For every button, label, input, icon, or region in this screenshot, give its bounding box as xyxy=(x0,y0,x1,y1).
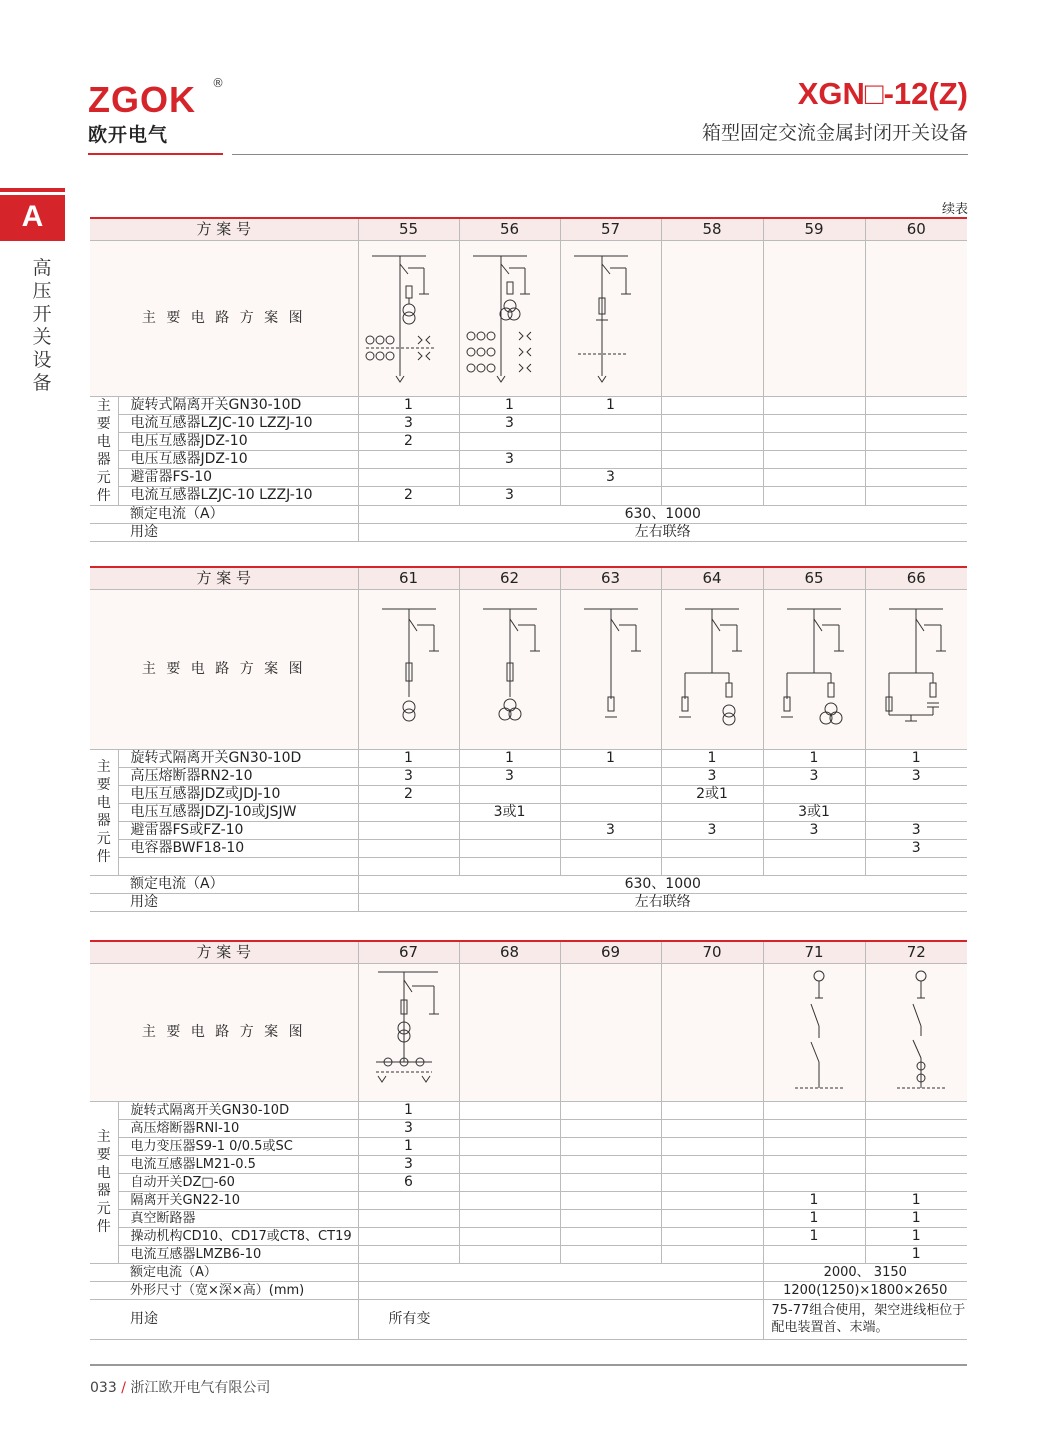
cell xyxy=(560,1101,661,1119)
cell: 1 xyxy=(459,749,560,767)
cell xyxy=(661,803,763,821)
table-row xyxy=(90,1155,967,1173)
cell: 1 xyxy=(459,396,560,414)
cell: 3 xyxy=(459,487,560,505)
cell xyxy=(661,1173,763,1191)
cell xyxy=(560,1173,661,1191)
cell xyxy=(865,1101,967,1119)
component-name: 隔离开关GN22-10 xyxy=(118,1191,358,1209)
scheme-header-row xyxy=(90,941,967,963)
cell xyxy=(560,785,661,803)
cell: 1 xyxy=(358,396,459,414)
scheme-number: 64 xyxy=(661,567,763,589)
cell xyxy=(459,1173,560,1191)
table-row xyxy=(90,487,967,505)
cell xyxy=(661,1191,763,1209)
cell: 1 xyxy=(560,749,661,767)
cell xyxy=(865,396,967,414)
rated-current-label: 额定电流（A） xyxy=(90,1263,358,1281)
cell xyxy=(560,839,661,857)
cell: 6 xyxy=(358,1173,459,1191)
diagram-55 xyxy=(358,240,459,396)
cell xyxy=(865,487,967,505)
cell xyxy=(459,1227,560,1245)
cell: 1 xyxy=(865,749,967,767)
table-row xyxy=(90,396,967,414)
cell xyxy=(459,432,560,450)
footer xyxy=(90,1377,270,1397)
scheme-number: 70 xyxy=(661,941,763,963)
cell xyxy=(865,432,967,450)
table-row xyxy=(90,785,967,803)
cell xyxy=(661,487,763,505)
footer-separator: / xyxy=(121,1380,126,1396)
category-label: 主 要 电 器 元 件 xyxy=(90,749,118,875)
cell: 1 xyxy=(763,1227,865,1245)
scheme-number: 71 xyxy=(763,941,865,963)
cell xyxy=(560,1209,661,1227)
cell xyxy=(560,1137,661,1155)
table-row xyxy=(90,450,967,468)
diagram-71 xyxy=(763,963,865,1101)
component-name: 旋转式隔离开关GN30-10D xyxy=(118,396,358,414)
usage-value-right: 75-77组合使用，架空进线柜位于配电装置首、末端。 xyxy=(763,1299,967,1339)
category-label: 主 要 电 器 元 件 xyxy=(90,1101,118,1263)
table-row xyxy=(90,1173,967,1191)
cell: 1 xyxy=(763,1209,865,1227)
cell: 1 xyxy=(560,396,661,414)
circuit-diagram-71 xyxy=(769,966,859,1098)
component-name: 旋转式隔离开关GN30-10D xyxy=(118,749,358,767)
cell: 3 xyxy=(459,767,560,785)
cell xyxy=(560,767,661,785)
cell xyxy=(560,803,661,821)
cell: 1 xyxy=(358,1137,459,1155)
table-row xyxy=(90,767,967,785)
component-name: 电流互感器LMZB6-10 xyxy=(118,1245,358,1263)
cell xyxy=(865,1137,967,1155)
cell xyxy=(661,432,763,450)
component-name: 电压互感器JDZJ-10或JSJW xyxy=(118,803,358,821)
cell: 3或1 xyxy=(763,803,865,821)
cell: 2或1 xyxy=(661,785,763,803)
cell xyxy=(865,803,967,821)
cell xyxy=(560,1119,661,1137)
cell: 3 xyxy=(358,767,459,785)
scheme-number: 67 xyxy=(358,941,459,963)
cell: 1 xyxy=(865,1227,967,1245)
cell: 3 xyxy=(358,1155,459,1173)
component-name: 操动机构CD10、CD17或CT8、CT19 xyxy=(118,1227,358,1245)
component-name: 电流互感器LM21-0.5 xyxy=(118,1155,358,1173)
cell xyxy=(661,396,763,414)
cell xyxy=(459,839,560,857)
cell xyxy=(459,821,560,839)
cell xyxy=(358,1227,459,1245)
cell xyxy=(459,1137,560,1155)
diagram-70-empty xyxy=(661,963,763,1101)
cell: 3 xyxy=(358,1119,459,1137)
scheme-number: 65 xyxy=(763,567,865,589)
cell xyxy=(763,414,865,432)
diagram-62 xyxy=(459,589,560,749)
cell: 3 xyxy=(560,821,661,839)
cell xyxy=(459,469,560,487)
scheme-number: 60 xyxy=(865,218,967,240)
circuit-diagram-56 xyxy=(465,248,555,388)
cell xyxy=(459,1155,560,1173)
cell xyxy=(560,414,661,432)
component-name: 电流互感器LZJC-10 LZZJ-10 xyxy=(118,487,358,505)
diagram-65 xyxy=(763,589,865,749)
cell: 3 xyxy=(459,450,560,468)
diagram-61 xyxy=(358,589,459,749)
cell xyxy=(865,1155,967,1173)
table-row xyxy=(90,469,967,487)
scheme-number: 68 xyxy=(459,941,560,963)
table-row xyxy=(90,821,967,839)
table-row xyxy=(90,432,967,450)
cell xyxy=(358,1191,459,1209)
table-row xyxy=(90,1191,967,1209)
scheme-number: 56 xyxy=(459,218,560,240)
cell xyxy=(661,1137,763,1155)
scheme-header-row xyxy=(90,567,967,589)
cell xyxy=(459,1101,560,1119)
cell xyxy=(865,785,967,803)
header-rule xyxy=(232,154,968,155)
cell xyxy=(763,1101,865,1119)
cell xyxy=(661,839,763,857)
cell xyxy=(459,785,560,803)
component-name: 旋转式隔离开关GN30-10D xyxy=(118,1101,358,1119)
scheme-number: 58 xyxy=(661,218,763,240)
cell xyxy=(661,450,763,468)
cell xyxy=(661,1155,763,1173)
cell: 2 xyxy=(358,785,459,803)
brand-logo xyxy=(88,76,224,147)
dimensions-value: 1200(1250)×1800×2650 xyxy=(763,1281,967,1299)
component-name: 电压互感器JDZ或JDJ-10 xyxy=(118,785,358,803)
company-name: 浙江欧开电气有限公司 xyxy=(130,1380,271,1396)
usage-value: 左右联络 xyxy=(358,893,967,911)
circuit-diagram-65 xyxy=(769,599,859,739)
cell: 1 xyxy=(865,1191,967,1209)
cell xyxy=(358,821,459,839)
table-row xyxy=(90,803,967,821)
rated-current-label: 额定电流（A） xyxy=(90,875,358,893)
cell: 3 xyxy=(763,821,865,839)
cell xyxy=(763,839,865,857)
cell xyxy=(661,1227,763,1245)
cell xyxy=(763,469,865,487)
usage-label: 用途 xyxy=(90,893,358,911)
cell xyxy=(358,839,459,857)
scheme-table-1 xyxy=(90,217,967,542)
cell xyxy=(358,469,459,487)
diagram-row xyxy=(90,963,967,1101)
usage-value-left: 所有变 xyxy=(358,1299,763,1339)
cell xyxy=(661,1209,763,1227)
cell xyxy=(459,1119,560,1137)
cell xyxy=(661,469,763,487)
rated-current-row xyxy=(90,505,967,523)
cell xyxy=(560,487,661,505)
cell: 3 xyxy=(865,839,967,857)
cell xyxy=(865,1119,967,1137)
cell xyxy=(661,1119,763,1137)
diagram-56 xyxy=(459,240,560,396)
cell: 3 xyxy=(865,767,967,785)
diagram-72 xyxy=(865,963,967,1101)
cell: 1 xyxy=(865,1209,967,1227)
rated-current-label: 额定电流（A） xyxy=(90,505,358,523)
component-name: 真空断路器 xyxy=(118,1209,358,1227)
component-name: 电力变压器S9-1 0/0.5或SC xyxy=(118,1137,358,1155)
circuit-diagram-72 xyxy=(871,966,961,1098)
product-model: XGN□-12(Z) xyxy=(797,76,968,111)
cell xyxy=(459,1209,560,1227)
scheme-header-row xyxy=(90,218,967,240)
section-label: 高压开关设备 xyxy=(32,257,52,394)
table-row xyxy=(90,414,967,432)
rated-current-value: 630、1000 xyxy=(358,875,967,893)
cell: 3或1 xyxy=(459,803,560,821)
component-name: 避雷器FS或FZ-10 xyxy=(118,821,358,839)
diagram-label: 主 要 电 路 方 案 图 xyxy=(90,963,358,1101)
component-name: 电流互感器LZJC-10 LZZJ-10 xyxy=(118,414,358,432)
diagram-64 xyxy=(661,589,763,749)
cell xyxy=(560,450,661,468)
page-number: 033 xyxy=(90,1380,117,1396)
component-name: 避雷器FS-10 xyxy=(118,469,358,487)
component-name: 高压熔断器RNI-10 xyxy=(118,1119,358,1137)
circuit-diagram-63 xyxy=(566,599,656,739)
rated-current-value: 630、1000 xyxy=(358,505,967,523)
cell xyxy=(560,432,661,450)
scheme-number: 66 xyxy=(865,567,967,589)
scheme-number: 59 xyxy=(763,218,865,240)
cell xyxy=(763,432,865,450)
circuit-diagram-66 xyxy=(871,599,961,739)
scheme-number: 57 xyxy=(560,218,661,240)
cell: 1 xyxy=(763,1191,865,1209)
cell xyxy=(459,1191,560,1209)
diagram-69-empty xyxy=(560,963,661,1101)
cell: 3 xyxy=(358,414,459,432)
cell: 3 xyxy=(763,767,865,785)
cell xyxy=(358,803,459,821)
diagram-67 xyxy=(358,963,459,1101)
section-tab: A xyxy=(0,195,65,241)
cell xyxy=(459,1245,560,1263)
rated-current-row xyxy=(90,1263,967,1281)
component-name: 自动开关DZ□-60 xyxy=(118,1173,358,1191)
cell xyxy=(763,450,865,468)
diagram-row xyxy=(90,589,967,749)
cell: 1 xyxy=(865,1245,967,1263)
diagram-58-empty xyxy=(661,240,763,396)
cell: 1 xyxy=(763,749,865,767)
registered-mark: ® xyxy=(212,76,224,90)
scheme-no-label: 方 案 号 xyxy=(90,567,358,589)
category-label: 主 要 电 器 元 件 xyxy=(90,396,118,505)
cell: 3 xyxy=(459,414,560,432)
component-name: 电压互感器JDZ-10 xyxy=(118,432,358,450)
diagram-57 xyxy=(560,240,661,396)
diagram-66 xyxy=(865,589,967,749)
header-rule-accent xyxy=(88,153,223,155)
cell xyxy=(763,1119,865,1137)
cell: 2 xyxy=(358,432,459,450)
cell xyxy=(661,1101,763,1119)
table-row xyxy=(90,839,967,857)
usage-label: 用途 xyxy=(90,1299,358,1339)
cell xyxy=(358,1245,459,1263)
rated-current-row xyxy=(90,875,967,893)
component-name: 高压熔断器RN2-10 xyxy=(118,767,358,785)
circuit-diagram-62 xyxy=(465,599,555,739)
cell xyxy=(763,1155,865,1173)
cell xyxy=(661,1245,763,1263)
side-tab-rule xyxy=(0,188,65,192)
logo-subtitle: 欧开电气 xyxy=(88,124,169,146)
usage-row xyxy=(90,1299,967,1339)
cell: 1 xyxy=(358,1101,459,1119)
cell xyxy=(560,1227,661,1245)
cell xyxy=(865,469,967,487)
table-row xyxy=(90,1245,967,1263)
dimensions-label: 外形尺寸（宽×深×高）(mm) xyxy=(90,1281,358,1299)
scheme-number: 72 xyxy=(865,941,967,963)
usage-row xyxy=(90,523,967,541)
circuit-diagram-61 xyxy=(364,599,454,739)
continued-label: 续表 xyxy=(941,202,968,217)
cell xyxy=(560,1155,661,1173)
table-row xyxy=(90,1137,967,1155)
table-row xyxy=(90,1101,967,1119)
usage-value: 左右联络 xyxy=(358,523,967,541)
diagram-59-empty xyxy=(763,240,865,396)
product-title: 箱型固定交流金属封闭开关设备 xyxy=(701,122,968,144)
scheme-no-label: 方 案 号 xyxy=(90,218,358,240)
usage-row xyxy=(90,893,967,911)
cell: 2 xyxy=(358,487,459,505)
cell xyxy=(763,785,865,803)
table-row xyxy=(90,1119,967,1137)
scheme-number: 69 xyxy=(560,941,661,963)
scheme-number: 55 xyxy=(358,218,459,240)
cell xyxy=(661,414,763,432)
scheme-no-label: 方 案 号 xyxy=(90,941,358,963)
scheme-table-2 xyxy=(90,566,967,912)
dimensions-row xyxy=(90,1281,967,1299)
cell xyxy=(560,1245,661,1263)
logo-text: ZGOK xyxy=(88,79,196,120)
diagram-row xyxy=(90,240,967,396)
cell xyxy=(763,1137,865,1155)
diagram-label: 主 要 电 路 方 案 图 xyxy=(90,240,358,396)
component-name: 电容器BWF18-10 xyxy=(118,839,358,857)
cell xyxy=(865,414,967,432)
usage-label: 用途 xyxy=(90,523,358,541)
circuit-diagram-55 xyxy=(364,248,454,388)
table-row xyxy=(90,749,967,767)
table-row-blank xyxy=(90,857,967,875)
cell: 1 xyxy=(358,749,459,767)
cell: 3 xyxy=(661,821,763,839)
scheme-table-3 xyxy=(90,940,967,1340)
rated-current-value: 2000、 3150 xyxy=(763,1263,967,1281)
cell xyxy=(763,487,865,505)
cell: 1 xyxy=(661,749,763,767)
cell: 3 xyxy=(560,469,661,487)
scheme-number: 62 xyxy=(459,567,560,589)
cell xyxy=(865,450,967,468)
table-row xyxy=(90,1209,967,1227)
cell: 3 xyxy=(865,821,967,839)
circuit-diagram-64 xyxy=(667,599,757,739)
component-name: 电压互感器JDZ-10 xyxy=(118,450,358,468)
circuit-diagram-57 xyxy=(566,248,656,388)
cell xyxy=(358,1209,459,1227)
diagram-label: 主 要 电 路 方 案 图 xyxy=(90,589,358,749)
scheme-number: 63 xyxy=(560,567,661,589)
circuit-diagram-67 xyxy=(364,966,454,1098)
scheme-number: 61 xyxy=(358,567,459,589)
diagram-63 xyxy=(560,589,661,749)
footer-rule xyxy=(90,1364,967,1366)
cell xyxy=(763,1173,865,1191)
cell: 3 xyxy=(661,767,763,785)
cell xyxy=(763,1245,865,1263)
table-row xyxy=(90,1227,967,1245)
cell xyxy=(865,1173,967,1191)
cell xyxy=(763,396,865,414)
cell xyxy=(560,1191,661,1209)
cell xyxy=(358,450,459,468)
diagram-68-empty xyxy=(459,963,560,1101)
diagram-60-empty xyxy=(865,240,967,396)
